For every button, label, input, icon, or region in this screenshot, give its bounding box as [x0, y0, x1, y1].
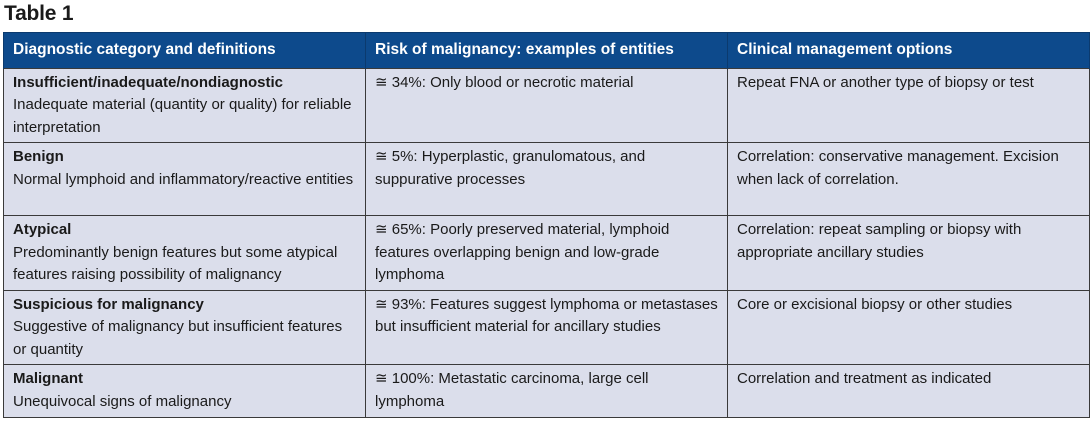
risk-cell: ≅ 5%: Hyperplastic, granulomatous, and suppurative processes: [366, 143, 728, 216]
table-header-row: [4, 33, 1090, 69]
table-row: [4, 216, 1090, 291]
column-header-category: Diagnostic category and definitions: [4, 33, 366, 69]
management-cell: Correlation: conservative management. Excision when lack of correlation.: [728, 143, 1090, 216]
management-cell: Correlation and treatment as indicated: [728, 365, 1090, 418]
risk-cell: ≅ 93%: Features suggest lymphoma or metastases but insufficient material for ancillary studies: [366, 290, 728, 365]
table-row: [4, 365, 1090, 418]
category-cell: [4, 290, 366, 365]
risk-cell: ≅ 34%: Only blood or necrotic material: [366, 68, 728, 143]
category-definition: Suggestive of malignancy but insufficient features or quantity: [13, 318, 343, 358]
category-name: Atypical: [13, 221, 72, 238]
category-definition: Normal lymphoid and inflammatory/reactive entities: [13, 170, 354, 188]
risk-cell: ≅ 65%: Poorly preserved material, lymphoid features overlapping benign and low-grade lymphoma: [366, 216, 728, 291]
category-cell: [4, 216, 366, 291]
diagnostic-categories-table: [3, 32, 1090, 418]
category-definition: Predominantly benign features but some atypical features raising possibility of malignancy: [13, 243, 338, 283]
table-row: [4, 290, 1090, 365]
column-header-risk: Risk of malignancy: examples of entities: [366, 33, 728, 69]
risk-cell: ≅ 100%: Metastatic carcinoma, large cell lymphoma: [366, 365, 728, 418]
table-row: [4, 143, 1090, 216]
column-header-management: Clinical management options: [728, 33, 1090, 69]
table-row: [4, 68, 1090, 143]
category-name: Insufficient/inadequate/nondiagnostic: [13, 73, 284, 91]
category-name: Suspicious for malignancy: [13, 295, 204, 313]
management-cell: Repeat FNA or another type of biopsy or test: [728, 68, 1090, 143]
category-cell: [4, 365, 366, 418]
table-title: Table 1: [4, 2, 74, 25]
category-cell: [4, 68, 366, 143]
management-cell: Correlation: repeat sampling or biopsy with appropriate ancillary studies: [728, 216, 1090, 291]
category-cell: [4, 143, 366, 216]
category-name: Malignant: [13, 370, 83, 387]
category-name: Benign: [13, 148, 64, 165]
management-cell: Core or excisional biopsy or other studies: [728, 290, 1090, 365]
category-definition: Inadequate material (quantity or quality) for reliable interpretation: [13, 96, 352, 136]
category-definition: Unequivocal signs of malignancy: [13, 392, 232, 410]
